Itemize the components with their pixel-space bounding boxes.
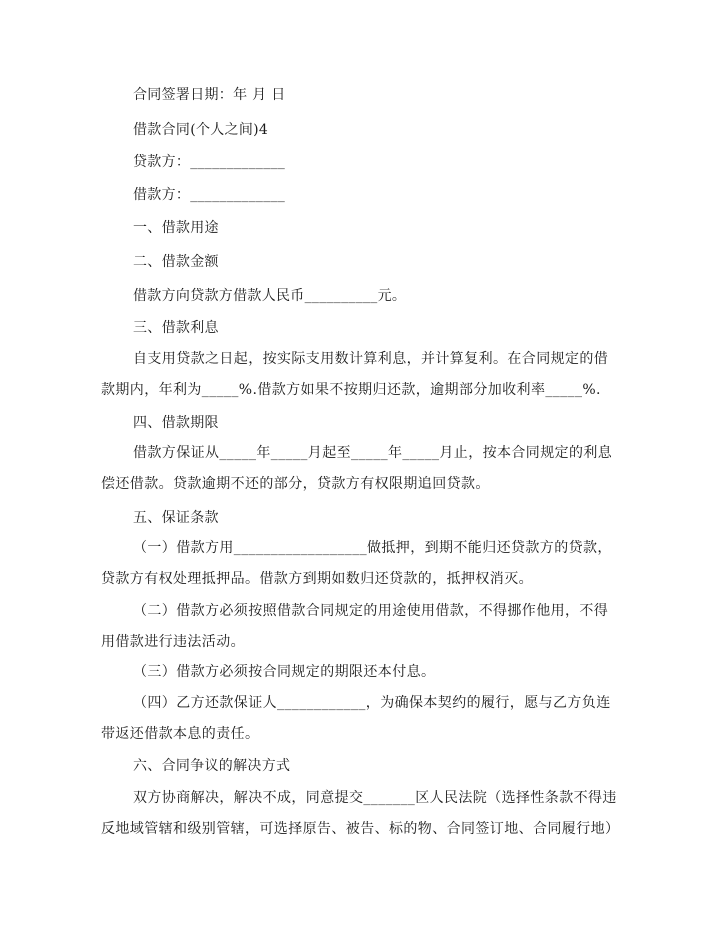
lender-line: 贷款方：_____________ bbox=[133, 154, 286, 170]
section-3-text: 自支用贷款之日起，按实际支用数计算利息，并计算复利。在合同规定的借款期内，年利为_____%.借款方如果不按期归还款，逾期部分加收利率_____%. bbox=[101, 351, 609, 398]
section-2-heading: 二、借款金额 bbox=[133, 254, 219, 270]
section-5-item-2: （二）借款方必须按照借款合同规定的用途使用借款，不得挪作他用，不得用借款进行违法活动。 bbox=[101, 603, 609, 650]
section-5-item-3: （三）借款方必须按合同规定的期限还本付息。 bbox=[133, 664, 436, 680]
section-6-text: 双方协商解决，解决不成，同意提交_______区人民法院（选择性条款不得违反地域管辖和级别管辖，可选择原告、被告、标的物、合同签订地、合同履行地） bbox=[101, 790, 620, 837]
section-5-item-1: （一）借款方用__________________做抵押，到期不能归还贷款方的贷款，贷款方有权处理抵押品。借款方到期如数归还贷款的，抵押权消灭。 bbox=[101, 540, 612, 587]
section-5-heading: 五、保证条款 bbox=[133, 510, 219, 526]
signing-date: 合同签署日期：年 月 日 bbox=[133, 87, 286, 103]
borrower-line: 借款方：_____________ bbox=[133, 187, 286, 203]
section-1-heading: 一、借款用途 bbox=[133, 220, 219, 236]
section-4-text: 借款方保证从_____年_____月起至_____年_____月止，按本合同规定的利息偿还借款。贷款逾期不还的部分，贷款方有权限期追回贷款。 bbox=[101, 445, 613, 492]
section-2-text: 借款方向贷款方借款人民币__________元。 bbox=[133, 288, 407, 304]
section-6-heading: 六、合同争议的解决方式 bbox=[133, 758, 291, 774]
section-5-item-4: （四）乙方还款保证人____________，为确保本契约的履行，愿与乙方负连带返还借款本息的责任。 bbox=[101, 695, 611, 742]
section-4-heading: 四、借款期限 bbox=[133, 415, 219, 431]
section-3-heading: 三、借款利息 bbox=[133, 320, 219, 336]
document-title: 借款合同(个人之间)4 bbox=[133, 122, 269, 138]
